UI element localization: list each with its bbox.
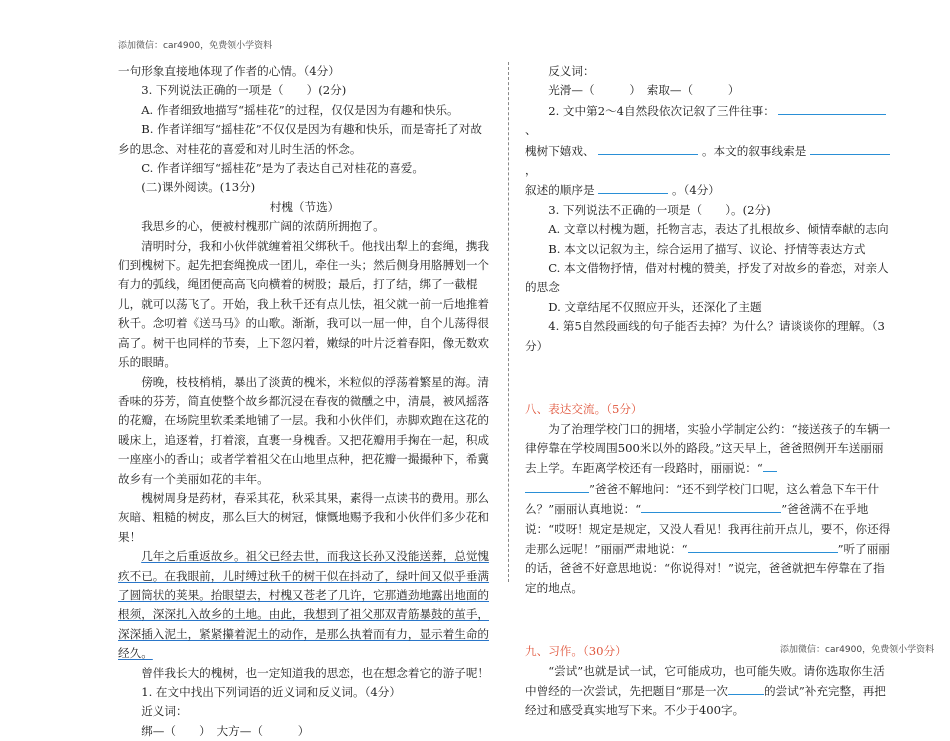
dialog-blank-1b[interactable]	[525, 479, 589, 493]
q3r-option-b: B. 本文以记叙为主，综合运用了描写、议论、抒情等表达方式	[548, 241, 866, 256]
q1-synonym-items: 绑—（ ） 大方—（ ）	[141, 723, 310, 738]
q2-tail: 一句形象直接地体现了作者的心情。（4分）	[118, 64, 340, 78]
left-column	[118, 62, 491, 741]
q1-antonym-items: 光滑—（ ） 索取—（ ）	[548, 83, 740, 98]
column-divider	[508, 62, 509, 582]
q3-option-b: B. 作者详细写“摇桂花”不仅仅是因为有趣和快乐，而是寄托了对故乡的思念、对桂花的喜爱和对儿时生活的怀念。	[118, 122, 482, 156]
section-nine-text-1: “尝试”也就是试一试，它可能成功，也可能失败。请你选取你生活中曾经的一次尝试，先把题目“那是一次	[525, 663, 885, 698]
dialog-blank-2[interactable]	[641, 499, 781, 513]
q3-option-c: C. 作者详细写“摇桂花”是为了表达自己对桂花的喜爱。	[141, 161, 424, 176]
q1-synonym-label: 近义词：	[141, 704, 188, 719]
section-eight-body[interactable]	[525, 420, 895, 599]
section-nine-text-2: 的尝试”补充完整，再把经过和感受真实地写下来。不少于400字。	[525, 683, 886, 718]
section-nine-title: 九、习作。（30分）	[525, 644, 627, 659]
q2-item-2: 槐树下嬉戏、	[525, 143, 595, 158]
section-eight-text-1: 为了治理学校门口的拥堵，实验小学制定公约：“接送孩子的车辆一律停靠在学校周围500米以外的路段。”这天早上，爸爸照例开车送丽丽去上学。车距离学校还有一段路时，丽丽说：“	[525, 421, 891, 476]
q1-stem: 1. 在文中找出下列词语的近义词和反义词。（4分）	[141, 685, 401, 699]
dialog-blank-3[interactable]	[688, 539, 838, 553]
q2-blank-3[interactable]	[810, 141, 890, 155]
passage-p1: 我思乡的心，便被村槐那广阔的浓荫所拥抱了。	[141, 219, 385, 234]
q2-blank-1[interactable]	[778, 101, 886, 115]
section-eight-title: 八、表达交流。（5分）	[525, 402, 643, 417]
q3r-option-c: C. 本文借物抒情，借对村槐的赞美，抒发了对故乡的眷恋，对亲人的思念	[525, 261, 889, 295]
essay-title-blank[interactable]	[728, 681, 764, 695]
right-column	[525, 62, 895, 721]
passage-title: 村槐（节选）	[269, 199, 340, 214]
q3r-stem: 3. 下列说法不正确的一项是（ ）。(2分)	[548, 202, 771, 217]
q2-line-2[interactable]: 槐树下嬉戏、 。本文的叙事线索是 ，	[525, 141, 895, 181]
passage-p4: 槐树周身是药材，春采其花，秋采其果，素得一点读书的费用。那么灰暗、粗糙的树皮，那么巨大的树冠，慷慨地赐予我和小伙伴们多少花和果！	[118, 490, 490, 544]
q2-order-label: 叙述的顺序是	[525, 183, 595, 198]
q2-stem[interactable]: 2. 文中第2～4自然段依次记叙了三件往事： 、	[525, 101, 895, 141]
section-eight-text-2: ”爸爸不解地问：“还不到学校门口呢，这么着急下车干什么？”丽丽认真地说：“	[525, 481, 880, 517]
passage-p3: 傍晚，枝枝梢梢，暴出了淡黄的槐米，米粒似的浮荡着繁星的海。清香味的芬芳，简直使整个故乡都沉浸在春夜的微醺之中，清晨，被风摇落的花瓣，在场院里软柔柔地铺了一层。我和小伙伴们，赤脚欢跑在这花的暖床上，追逐着，打着滚，直裹一身槐香。又把花瓣用手掬在一起，积成一座座小的香山；或者学着祖父在山地里点种，把花瓣一撮撮种下，希冀故乡有一个美丽如花的丰年。	[118, 374, 490, 486]
q2-score: 。（4分）	[671, 183, 720, 198]
section-extra-reading: (二)课外阅读。(13分)	[141, 180, 256, 195]
q3-option-a: A. 作者细致地描写“摇桂花”的过程，仅仅是因为有趣和快乐。	[141, 102, 459, 117]
q1-antonym-label: 反义词：	[548, 64, 595, 78]
section-nine-body[interactable]	[525, 662, 895, 721]
q4-stem: 4. 第5自然段画线的句子能否去掉？为什么？请谈谈你的理解。（3分）	[525, 319, 885, 353]
section-eight-text-3: ”爸爸满不在乎地说：“哎呀！规定是规定，又没人看见！我再往前开点儿，要不，你还得走那么远呢！”丽丽严肃地说：“	[525, 502, 891, 556]
dialog-blank-1a[interactable]	[763, 458, 777, 472]
q3r-option-d: D. 文章结尾不仅照应开头，还深化了主题	[548, 299, 762, 314]
passage-p2: 清明时分，我和小伙伴就缠着祖父绑秋千。他找出犁上的套绳，携我们到槐树下。起先把套绳挽成一团儿，牵住一头；然后侧身用胳膊划一个有力的弧线，绳团便高高飞向横着的树股；最后，打了结，绑了一截棍儿，就可以荡飞了。开始，我上秋千还有点儿怯，祖父就一前一后地推着秋千。念叨着《送马马》的山歌。渐渐，我可以一屈一伸，自个儿荡得很高了。树干也同样的节奏，上下忽闪着，嫩绿的叶片泛着春阳，像无数欢乐的眼睛。	[118, 238, 490, 370]
passage-p6: 曾伴我长大的槐树，也一定知道我的思恋，也在想念着它的游子呢！	[141, 665, 490, 680]
q2-stem-text: 2. 文中第2～4自然段依次记叙了三件往事：	[548, 103, 775, 118]
watermark-top: 添加微信：car4900，免费领小学资料	[118, 41, 273, 51]
q2-line-3[interactable]	[525, 180, 895, 200]
passage-p5: 几年之后重返故乡。祖父已经去世，而我这长孙又没能送葬，总觉愧疚不已。在我眼前，儿时缚过秋千的树干似在抖动了，绿叶间又似乎垂满了圆筒状的荚果。抬眼望去，村槐又苍老了几许，它那遒劲地露出地面的根须，深深扎入故乡的土地。由此，我想到了祖父那双青筋暴鼓的茧手，深深插入泥土，紧紧攥着泥土的动作，是那么执着而有力，显示着生命的经久。	[118, 549, 490, 661]
q2-blank-4[interactable]	[598, 180, 668, 194]
q2-clue-label: 。本文的叙事线索是	[701, 143, 807, 158]
q2-blank-2[interactable]	[598, 141, 698, 155]
q3r-option-a: A. 文章以村槐为题，托物言志，表达了扎根故乡、倾情奉献的志向	[548, 222, 889, 237]
q3-stem: 3. 下列说法正确的一项是（ ）(2分)	[141, 83, 347, 98]
watermark-bottom: 添加微信：car4900，免费领小学资料	[780, 645, 935, 655]
section-eight-text-4: ”听了丽丽的话，爸爸不好意思地说：“你说得对！”说完，爸爸就把车停靠在了指定的地点。	[525, 541, 890, 595]
